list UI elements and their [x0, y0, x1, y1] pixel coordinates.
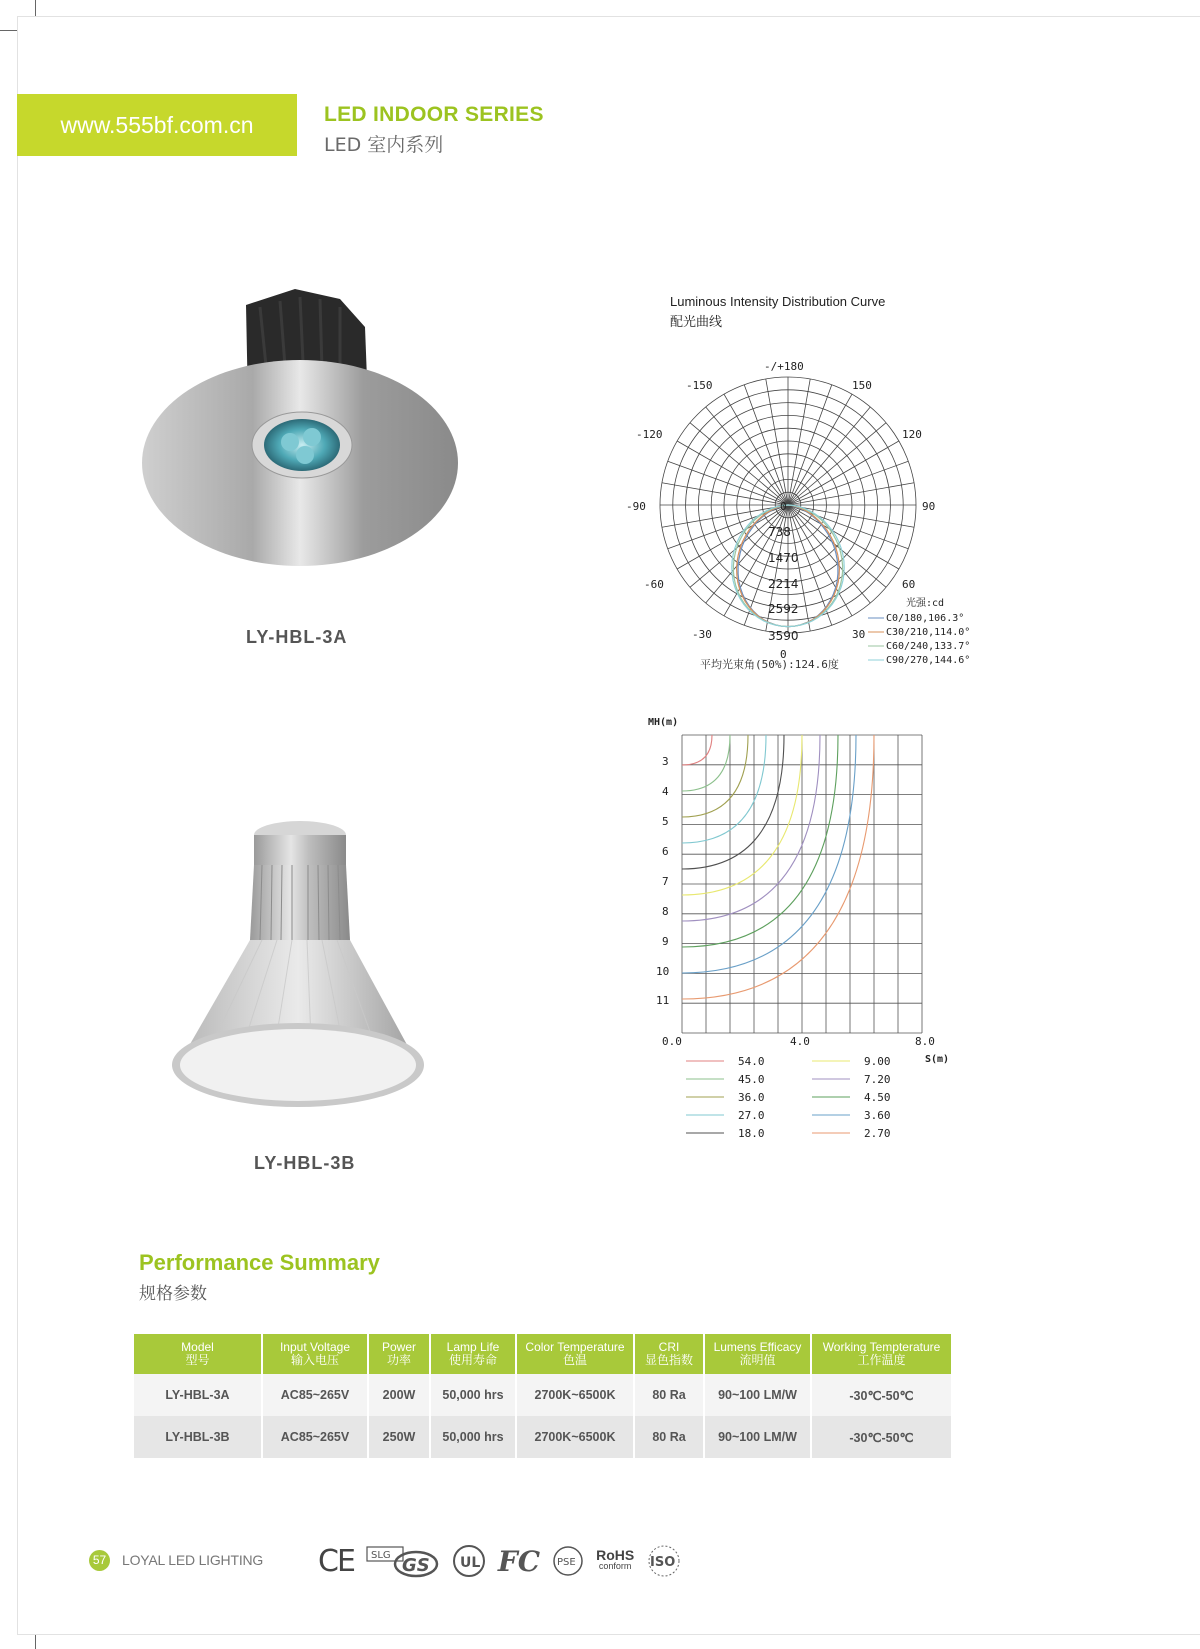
table-cell: 200W: [368, 1374, 430, 1416]
column-header-lamp-life: Lamp Life 使用寿命: [430, 1334, 516, 1374]
iso-logo: [646, 1544, 682, 1578]
table-cell: AC85~265V: [262, 1374, 368, 1416]
legend-item: 4.50: [864, 1091, 891, 1104]
table-cell: 50,000 hrs: [430, 1416, 516, 1458]
radial-tick: 2214: [768, 577, 799, 591]
legend-item: 18.0: [738, 1127, 765, 1140]
y-tick: 10: [656, 965, 670, 978]
y-axis-label: MH(m): [648, 717, 679, 728]
legend-item-c30: C30/210,114.0°: [886, 627, 971, 638]
angle-label: -90: [626, 500, 646, 513]
performance-title: Performance Summary: [139, 1250, 380, 1275]
polar-chart-title: Luminous Intensity Distribution Curve: [670, 294, 886, 309]
rohs-conform-text: conform: [598, 1561, 632, 1571]
ce-mark-logo: CE: [318, 1543, 354, 1579]
column-header-lumens-efficacy: Lumens Efficacy 流明值: [704, 1334, 811, 1374]
fcc-logo: FC: [497, 1544, 541, 1578]
table-row: [134, 1374, 952, 1416]
rohs-text: RoHS: [596, 1547, 635, 1563]
legend-item: 7.20: [864, 1073, 891, 1086]
radial-tick: 2592: [768, 602, 799, 616]
y-tick: 11: [656, 994, 670, 1007]
table-cell: 2700K~6500K: [516, 1416, 634, 1458]
table-cell: 50,000 hrs: [430, 1374, 516, 1416]
gs-text: GS: [401, 1555, 430, 1576]
column-header-input-voltage: Input Voltage 输入电压: [262, 1334, 368, 1374]
header-bar: [17, 94, 297, 156]
table-row: [134, 1416, 952, 1458]
y-tick: 9: [662, 935, 669, 948]
ul-text: UL: [459, 1555, 481, 1571]
pse-text: PSE: [557, 1557, 576, 1568]
angle-label: 120: [902, 428, 922, 441]
certification-logos: [318, 1540, 682, 1582]
x-tick: 8.0: [915, 1035, 935, 1048]
legend-item: 3.60: [864, 1109, 891, 1122]
angle-label: 60: [902, 578, 916, 591]
page-number-badge: 57: [89, 1550, 110, 1571]
radial-tick: 738: [768, 525, 791, 539]
table-cell: 80 Ra: [634, 1416, 704, 1458]
table-cell: 250W: [368, 1416, 430, 1458]
legend-item: 45.0: [738, 1073, 765, 1086]
angle-label: -60: [644, 578, 664, 591]
rohs-logo: [596, 1547, 635, 1572]
legend-item: 54.0: [738, 1055, 765, 1068]
illuminance-curve: [682, 735, 712, 765]
legend-item-c0: C0/180,106.3°: [886, 613, 965, 624]
x-tick: 0.0: [662, 1035, 682, 1048]
legend-item: 2.70: [864, 1127, 891, 1140]
table-cell: -30℃-50℃: [811, 1416, 952, 1458]
illum-grid: [682, 735, 922, 1033]
table-cell: LY-HBL-3B: [134, 1416, 262, 1458]
angle-label: 30: [852, 628, 866, 641]
slg-gs-logo: [366, 1544, 440, 1578]
table-cell: 90~100 LM/W: [704, 1416, 811, 1458]
column-header-power: Power 功率: [368, 1334, 430, 1374]
website-url[interactable]: www.555bf.com.cn: [60, 112, 254, 138]
table-cell: AC85~265V: [262, 1416, 368, 1458]
y-tick: 8: [662, 905, 669, 918]
table-cell: 90~100 LM/W: [704, 1374, 811, 1416]
angle-label: 90: [922, 500, 936, 513]
radial-tick: 1470: [768, 551, 799, 565]
column-header-model: Model 型号: [134, 1334, 262, 1374]
radial-center-label: 0: [780, 500, 787, 513]
performance-table: [134, 1334, 953, 1458]
illuminance-curve: [682, 735, 766, 843]
column-header-working-temperature: Working Tempterature 工作温度: [811, 1334, 952, 1374]
y-tick: 4: [662, 785, 669, 798]
angle-label: 150: [852, 379, 872, 392]
pse-logo: [552, 1544, 584, 1578]
y-tick: 3: [662, 755, 669, 768]
polar-chart-title-cn: 配光曲线: [670, 315, 723, 330]
product-image-hbl-3a: [140, 285, 460, 585]
intensity-unit-label: 光强:cd: [906, 598, 945, 609]
y-tick: 5: [662, 815, 669, 828]
legend-item-c90: C90/270,144.6°: [886, 655, 971, 666]
legend-item: 9.00: [864, 1055, 891, 1068]
product-model-hbl-3a: LY-HBL-3A: [246, 627, 348, 647]
table-cell: -30℃-50℃: [811, 1374, 952, 1416]
column-header-cri: CRI 显色指数: [634, 1334, 704, 1374]
ul-logo: [452, 1544, 486, 1578]
performance-subtitle: 规格参数: [139, 1284, 207, 1304]
angle-label: -150: [686, 379, 713, 392]
y-tick: 6: [662, 845, 669, 858]
table-cell: 80 Ra: [634, 1374, 704, 1416]
legend-item: 27.0: [738, 1109, 765, 1122]
y-tick: 7: [662, 875, 669, 888]
angle-label: -120: [636, 428, 663, 441]
angle-label: -/+180: [764, 360, 804, 373]
product-image-hbl-3b: [172, 815, 432, 1125]
angle-label: 0: [780, 648, 787, 661]
table-cell: 2700K~6500K: [516, 1374, 634, 1416]
x-tick: 4.0: [790, 1035, 810, 1048]
x-axis-label: S(m): [925, 1054, 950, 1065]
legend-item: 36.0: [738, 1091, 765, 1104]
series-subtitle: LED 室内系列: [324, 134, 444, 156]
product-model-hbl-3b: LY-HBL-3B: [254, 1153, 356, 1173]
radial-tick: 3590: [768, 629, 799, 643]
table-cell: LY-HBL-3A: [134, 1374, 262, 1416]
iso-text: ISO: [650, 1555, 676, 1570]
slg-text: SLG: [370, 1550, 391, 1561]
column-header-color-temperature: Color Temperature 色温: [516, 1334, 634, 1374]
illuminance-curve: [682, 735, 748, 817]
series-title: LED INDOOR SERIES: [324, 103, 544, 126]
legend-item-c60: C60/240,133.7°: [886, 641, 971, 652]
beam-angle-note: 平均光束角(50%):124.6度: [700, 658, 839, 671]
table-header-row: [134, 1334, 952, 1374]
angle-label: -30: [692, 628, 712, 641]
illuminance-chart: [640, 710, 980, 1150]
brand-name: LOYAL LED LIGHTING: [122, 1552, 264, 1568]
illuminance-curve: [682, 735, 784, 869]
polar-chart: [620, 358, 980, 678]
